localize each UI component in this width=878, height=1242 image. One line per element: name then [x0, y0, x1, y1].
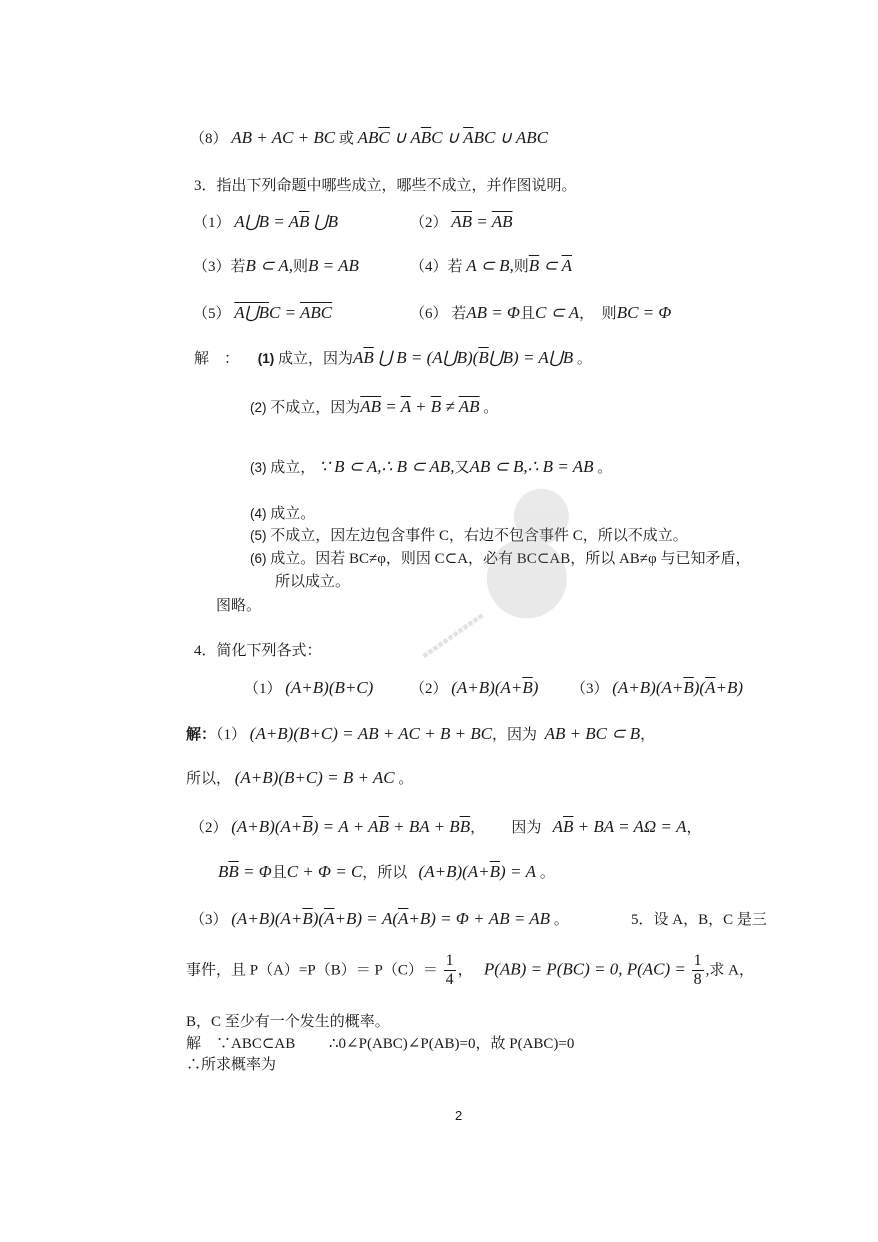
q2-item-8 [190, 128, 548, 148]
math-expr-union: $AB\overline{C}$ ∪ $A\overline{B}C$ ∪ $\overline{A}BC$ ∪ ABC [357, 128, 549, 147]
q4-solution-2: （2） $(A+B)(A+\overline{B}) = A + A\overline{B}$ + BA + $B\overline{B}$， 因为 $A\overline{B}$ + BA = AΩ = A， [190, 817, 702, 836]
q3-title: 3．指出下列命题中哪些成立，哪些不成立，并作图说明。 [194, 178, 577, 194]
q3-item-1: （1） A⋃B = $A\overline{B}$ ⋃B [193, 212, 339, 231]
q4-title: 4．简化下列各式： [194, 643, 322, 659]
fraction-one-quarter: $\frac{1}{4}$ [445, 952, 454, 989]
q3-item-3: （3）若B ⊂ A,则B = AB [193, 256, 359, 275]
q4-item-1: （1） (A+B)(B+C) [244, 678, 374, 697]
item-label: （8） [190, 131, 228, 147]
page-number: 2 [455, 1108, 463, 1123]
q4-solution-1: 解：（1） (A+B)(B+C) = AB + AC + B + BC，因为 AB + BC ⊂ B， [186, 724, 656, 743]
q3-solution-6: (6) 成立。因若 BC≠φ，则因 C⊂A，必有 BC⊂AB，所以 AB≠φ 与已知矛盾， [250, 551, 751, 567]
q3-item-4: （4）若 A ⊂ B,则$\overline{B}$ ⊂ $\overline{A}$ [410, 256, 572, 275]
q5-solution-line1: 解 ∵ABC⊂AB ∴0∠P(ABC)∠P(AB)=0，故 P(ABC)=0 [186, 1036, 575, 1052]
math-expr: AB + AC + BC [231, 128, 336, 147]
watermark-text: ▪▪▪▪▪▪▪▪▪▪▪▪ [420, 610, 487, 662]
q5-line3: B，C 至少有一个发生的概率。 [186, 1014, 390, 1030]
q5-title-start: 5．设 A，B，C 是三 [631, 912, 767, 928]
q5-line2: 事件，且 P（A）=P（B）＝ P（C）＝ $\frac{1}{4}$ ， P(AB) = P(BC) = 0, P(AC) = $\frac{1}{8}$ ,求 A， [186, 952, 754, 989]
q4-solution-3: （3） $(A+B)(A+\overline{B})(\overline{A}+B) = A(\overline{A}+B) = \Phi$ + AB = AB 。 [190, 909, 569, 928]
figure-note: 图略。 [216, 598, 262, 614]
q3-solution-2: (2) 不成立，因为$\overline{AB} = \overline{A} + \overline{B} \ne \overline{A}\overline{B}$ 。 [250, 397, 499, 416]
q3-solution-6-cont: 所以成立。 [275, 574, 351, 590]
q4-solution-2-cont: $B\overline{B} = \Phi$且C + Φ = C，所以 $(A+B)(A+\overline{B}) = A$ 。 [218, 862, 555, 881]
q3-solution-4: (4) 成立。 [250, 506, 316, 522]
q3-item-6: （6） 若AB = Φ且C ⊂ A， 则BC = Φ [410, 303, 672, 322]
q4-item-3: （3） $(A+B)(A+\overline{B})(\overline{A}+B)$ [571, 678, 743, 697]
q3-item-5: （5） A⋃BC = $\overline{A}\overline{B}\overline{C}$ [193, 303, 333, 322]
fraction-one-eighth: $\frac{1}{8}$ [693, 952, 702, 989]
q5-solution-line2: ∴所求概率为 [186, 1057, 277, 1073]
q3-solution-5: (5) 不成立，因左边包含事件 C，右边不包含事件 C，所以不成立。 [250, 528, 688, 544]
q3-solution-3: (3) 成立， ∵ B ⊂ A,∴ B ⊂ AB,又AB ⊂ B,∴ B = AB 。 [250, 457, 613, 476]
or-text: 或 [338, 131, 354, 147]
q4-item-2: （2） $(A+B)(A+\overline{B})$ [410, 678, 539, 697]
q3-item-2: （2） $\overline{A}\overline{B} = \overline{AB}$ [410, 212, 513, 231]
q4-solution-1-conclusion: 所以， (A+B)(B+C) = B + AC 。 [186, 768, 414, 787]
q3-solution-1: 解 ： (1) 成立，因为$A\overline{B}$ ⋃ $B = (A⋃B)(\overline{B}⋃B)$ = A⋃B 。 [194, 348, 592, 367]
